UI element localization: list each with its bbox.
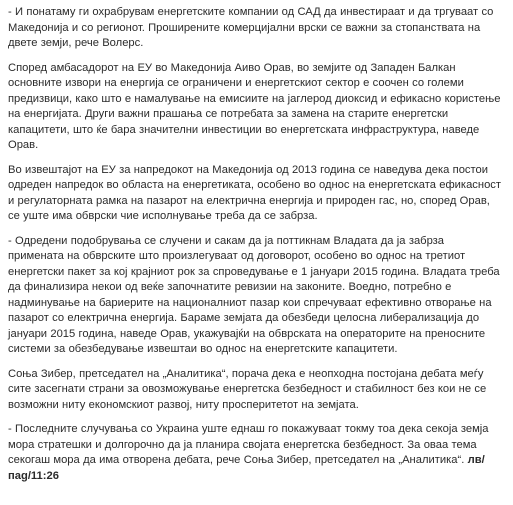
article-paragraph-3: Во извештајот на ЕУ за напредокот на Македонија од 2013 година се наведува дека постои одреден напредок во областа на енергетиката, особено во однос на енергетската ефикасност и регулаторната рамка на пазарот на електрична енергија и природен гас, но, според Орав, се уште има обврски чие исполнување треба да се забрза. (8, 163, 502, 222)
article-paragraph-2: Според амбасадорот на ЕУ во Македонија Аиво Орав, во земјите од Западен Балкан основните извори на енергија се ограничени и енергетскиот сектор е соочен со големи предизвици, како што е намалување на емисиите на јаглерод диоксид и ефикасно користење на енергијата. Други важни прашања се потребата за замена на старите енергетски капацитети, што ќе бара значителни инвестиции во енергетската инфраструктура, наведе Орав. (8, 61, 501, 151)
article-paragraph-1: - И понатаму ги охрабрувам енергетските компании од САД да инвестираат и да тргуваат со Македонија и со регионот. Проширените комерцијални врски се важни за стопанствата на двете земји, рече Волерс. (8, 6, 494, 49)
article-paragraph-6-text: - Последните случувања со Украина уште еднаш го покажуваат токму тоа дека секоја земја мора стратешки и долгорочно да ја планира својата енергетска безбедност. За оваа тема секогаш мора да има отворена дебата, рече Соња Зибер, претседател на „Аналитика“. (8, 423, 489, 466)
article-signature: лв/пag/11:26 (8, 454, 485, 482)
article-paragraph-5: Соња Зибер, претседател на „Аналитика“, порача дека е неопходна постојана дебата меѓу сите засегнати страни за овозможување енергетска безбедност и стабилност без кои не се возможни ниту економскиот развој, ниту просперитетот на земјата. (8, 367, 487, 411)
article-paragraph-6 (8, 422, 503, 484)
article-paragraph-4: - Одредени подобрувања се случени и сакам да ја поттикнам Владата да ја забрза примената на обврските што произлегуваат од договорот, особено во однос на третиот енергетски пакет за кој крајниот рок за спроведување е 1 јануари 2015 година. Владата треба да финализира некои од веќе започнатите ревизии на законите. Воедно, потребно е надминување на бариерите на националниот пазар кои спречуваат ефективно отворање на пазарот со електрична енергија. Бараме земјата да обезбеди целосна либерализација до јануари 2015 година, наведе Орав, укажувајќи на обврската на операторите на преносните системи за обезбедување извештаи во однос на енергетските капацитети. (8, 234, 500, 355)
